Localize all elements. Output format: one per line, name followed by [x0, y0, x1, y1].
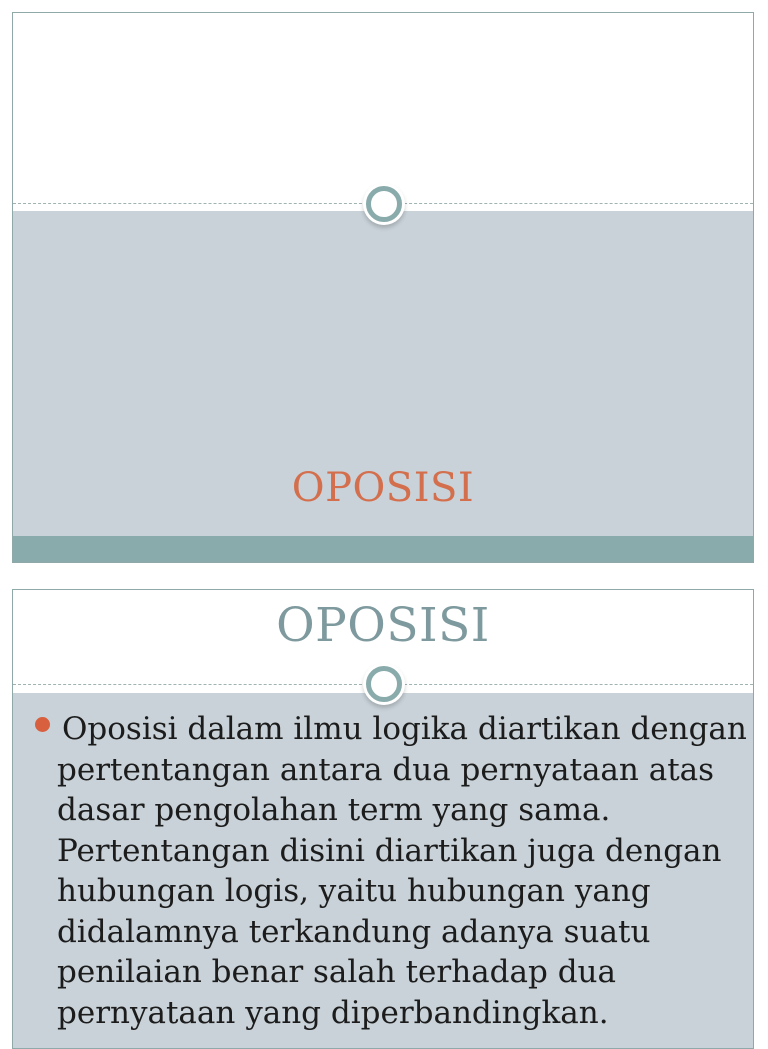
bullet-line: pertentangan antara dua pernyataan atas: [57, 751, 715, 788]
ring-ornament-icon: [366, 666, 402, 702]
content-slide: [12, 589, 754, 1049]
ring-ornament-icon: [366, 186, 402, 222]
bullet-line: penilaian benar salah terhadap dua: [57, 954, 616, 990]
slide-heading: OPOSISI: [276, 598, 490, 653]
bullet-line: hubungan logis, yaitu hubungan yang: [57, 873, 651, 909]
bullet-line: Oposisi dalam ilmu logika diartikan dengan: [62, 711, 747, 747]
bullet-line: Pertentangan disini diartikan juga dengan: [57, 832, 722, 869]
bullet-dot-icon: [35, 717, 50, 732]
bullet-line: pernyataan yang diperbandingkan.: [57, 994, 609, 1031]
slide-footer-strip: [13, 536, 753, 563]
slide-title: OPOSISI: [291, 465, 475, 511]
bullet-paragraph: [57, 709, 747, 1033]
bullet-line: dasar pengolahan term yang sama.: [57, 792, 611, 828]
bullet-line: didalamnya terkandung adanya suatu: [57, 913, 651, 950]
title-slide: [12, 12, 754, 563]
